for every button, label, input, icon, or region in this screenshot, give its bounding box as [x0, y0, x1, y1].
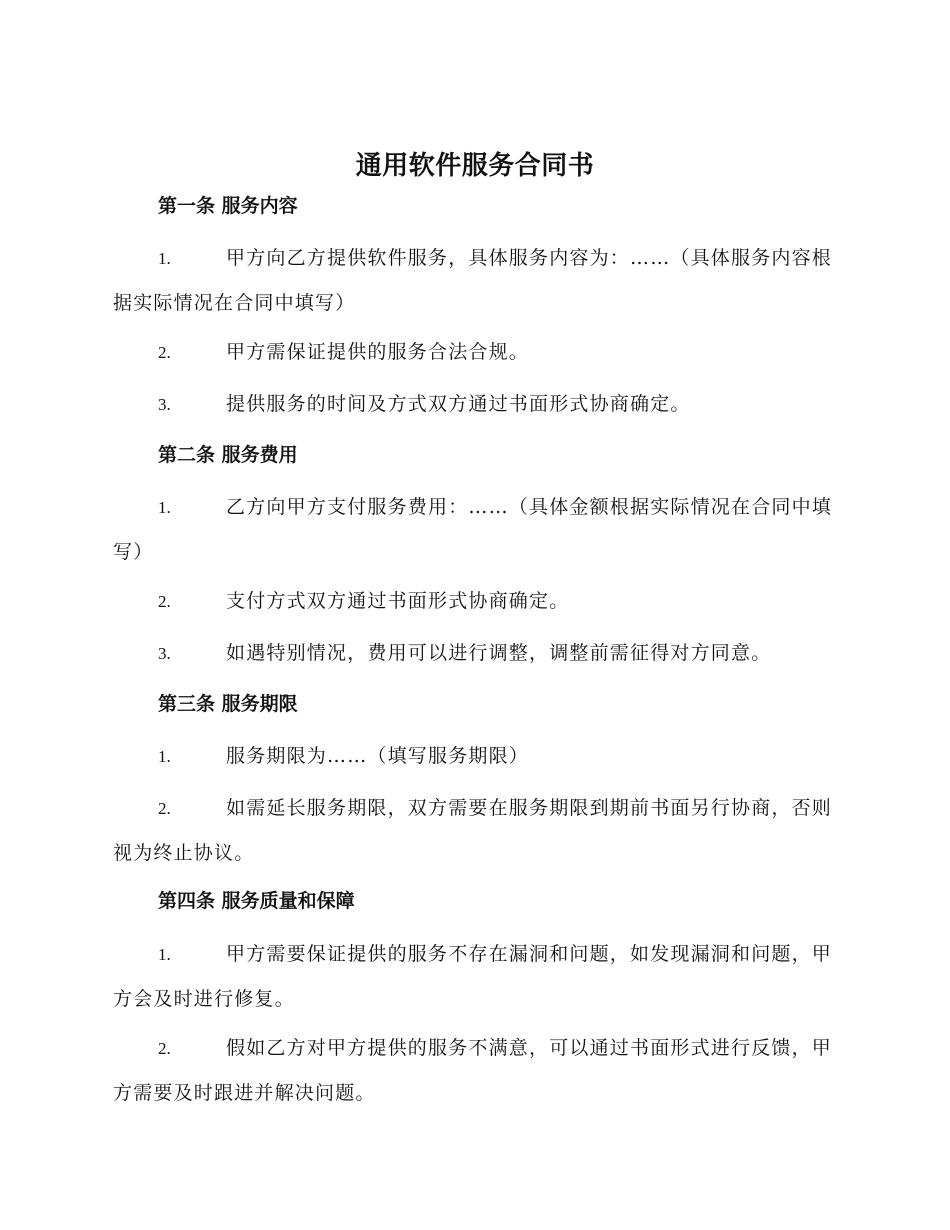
clause-text: 甲方向乙方提供软件服务，具体服务内容为：……（具体服务内容根据实际情况在合同中填写） [113, 247, 833, 314]
clause-1-2 [113, 338, 838, 367]
clause-2-2 [113, 587, 838, 616]
clause-text: 支付方式双方通过书面形式协商确定。 [226, 590, 570, 612]
clause-text: 假如乙方对甲方提供的服务不满意，可以通过书面形式进行反馈，甲方需要及时跟进并解决问题。 [113, 1037, 833, 1104]
clause-number: 3. [158, 644, 171, 663]
clause-1-3 [113, 390, 838, 419]
clause-number: 2. [158, 1039, 171, 1058]
document-title: 通用软件服务合同书 [355, 151, 595, 181]
clause-text: 甲方需保证提供的服务合法合规。 [226, 341, 530, 363]
clause-number: 1. [158, 498, 171, 517]
section-heading-3: 第三条 服务期限 [158, 693, 298, 715]
clause-text: 服务期限为……（填写服务期限） [226, 745, 530, 767]
clause-text: 甲方需要保证提供的服务不存在漏洞和问题，如发现漏洞和问题，甲方会及时进行修复。 [113, 943, 833, 1010]
clause-number: 1. [158, 945, 171, 964]
clause-2-1 [113, 485, 838, 574]
clause-3-2 [113, 786, 838, 875]
clause-number: 2. [158, 343, 171, 362]
clause-4-2 [113, 1026, 838, 1115]
clause-2-3 [113, 639, 838, 668]
clause-text: 如遇特别情况，费用可以进行调整，调整前需征得对方同意。 [226, 642, 772, 664]
section-heading-1: 第一条 服务内容 [158, 195, 298, 217]
section-heading-4: 第四条 服务质量和保障 [158, 890, 355, 912]
clause-number: 2. [158, 592, 171, 611]
clause-1-1 [113, 236, 838, 325]
clause-text: 提供服务的时间及方式双方通过书面形式协商确定。 [226, 393, 691, 415]
clause-number: 2. [158, 799, 171, 818]
section-heading-2: 第二条 服务费用 [158, 444, 298, 466]
clause-number: 1. [158, 249, 171, 268]
clause-number: 3. [158, 395, 171, 414]
clause-3-1 [113, 742, 838, 771]
clause-number: 1. [158, 747, 171, 766]
clause-text: 如需延长服务期限，双方需要在服务期限到期前书面另行协商，否则视为终止协议。 [113, 797, 833, 864]
clause-text: 乙方向甲方支付服务费用：……（具体金额根据实际情况在合同中填写） [113, 496, 833, 563]
clause-4-1 [113, 932, 838, 1021]
